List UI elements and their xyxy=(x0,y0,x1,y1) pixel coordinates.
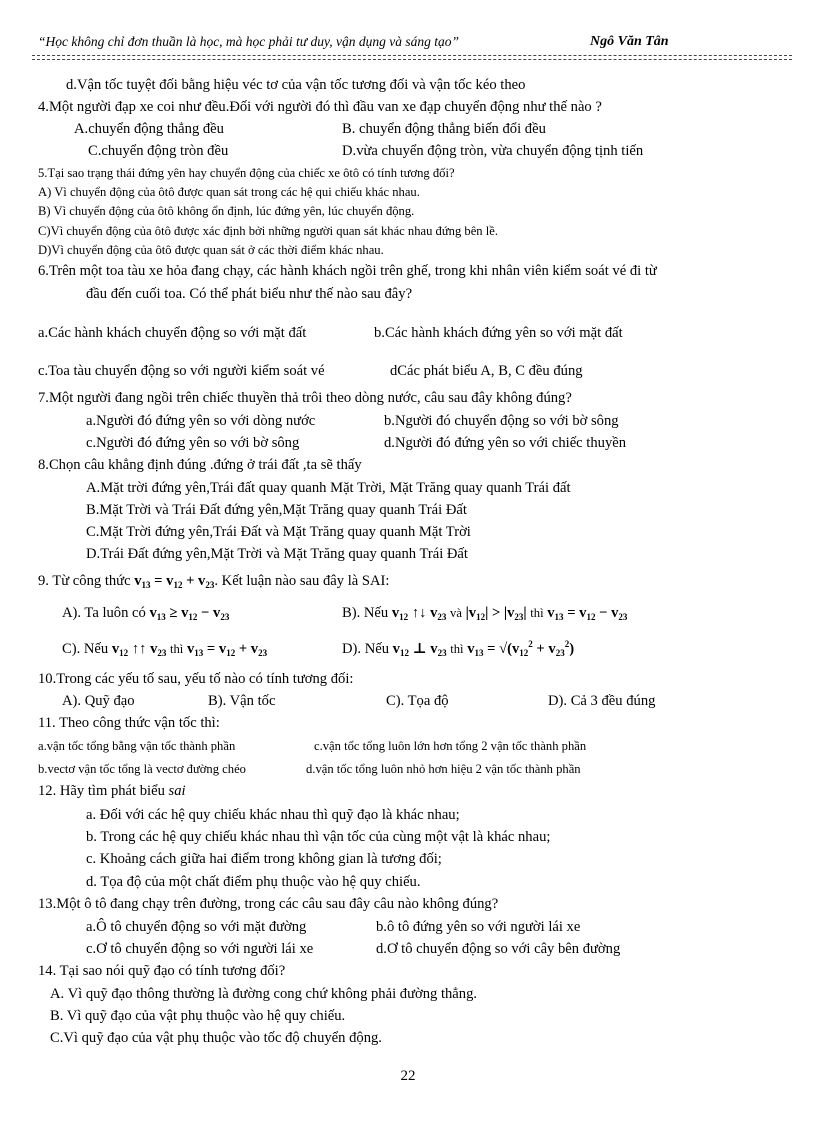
q9-stem-suffix: . Kết luận nào sau đây là SAI: xyxy=(214,573,390,589)
q6-stem-cont: đầu đến cuối toa. Có thể phát biểu như thế nào sau đây? xyxy=(86,286,413,302)
q13-option-d: d.Ơ tô chuyển động so với cây bên đường xyxy=(376,941,621,957)
q5-option-b: B) Vì chuyển động của ôtô không ổn định, lúc đứng yên, lúc chuyển động. xyxy=(38,204,415,218)
q12-option-a: a. Đối với các hệ quy chiếu khác nhau thì quỹ đạo là khác nhau; xyxy=(86,807,460,823)
q6-option-c: c.Toa tàu chuyển động so với người kiểm soát vé xyxy=(38,363,325,379)
q5-option-c: C)Vì chuyển động của ôtô được xác định bởi những người quan sát khác nhau đứng bên lề. xyxy=(38,224,498,238)
q7-option-d: d.Người đó đứng yên so với chiếc thuyền xyxy=(384,435,627,451)
q12-stem-emphasis: sai xyxy=(168,783,186,799)
q13-option-b: b.ô tô đứng yên so với người lái xe xyxy=(376,919,581,935)
q9-b-magnitude: $|v_{12}| > |v_{23}|$ xyxy=(465,605,527,622)
q5-option-d: D)Vì chuyển động của ôtô được quan sát ở các thời điểm khác nhau. xyxy=(38,243,384,257)
q9-option-d: D). Nếu $v_{12}$ ⊥ $v_{23}$ thì $v_{13} = √(v_{12}^2 + v_{23}^2)$ xyxy=(342,639,575,658)
q9-option-c: C). Nếu $v_{12}$ ↑↑ $v_{23}$ thì $v_{13} = v_{12} + v_{23}$ xyxy=(62,641,268,658)
q4-stem: 4.Một người đạp xe coi như đều.Đối với người đó thì đầu van xe đạp chuyển động như thế nào ? xyxy=(38,99,602,115)
q11-stem: 11. Theo công thức vận tốc thì: xyxy=(38,715,220,731)
q9-option-a: A). Ta luôn có $v_{13} \ge v_{12} - v_{23}$ xyxy=(62,605,230,622)
q14-option-c: C.Vì quỹ đạo của vật phụ thuộc vào tốc độ chuyển động. xyxy=(50,1030,382,1046)
q4-option-a: A.chuyển động thẳng đều xyxy=(74,121,224,137)
q12-option-c: c. Khoảng cách giữa hai điểm trong không gian là tương đối; xyxy=(86,851,442,867)
header-quote: “Học không chỉ đơn thuần là học, mà học phải tư duy, vận dụng và sáng tạo” xyxy=(38,34,460,49)
q12-stem: 12. Hãy tìm phát biểu sai xyxy=(38,783,186,799)
q11-option-a: a.vận tốc tổng bằng vận tốc thành phần xyxy=(38,739,236,753)
q9-stem-prefix: 9. Từ công thức xyxy=(38,573,131,589)
q9-b-condition: $v_{12}$ ↑↓ $v_{23}$ xyxy=(391,605,447,622)
q8-option-b: B.Mặt Trời và Trái Đất đứng yên,Mặt Trăng quay quanh Trái Đất xyxy=(86,502,467,518)
q9-d-formula: $v_{13} = √(v_{12}^2 + v_{23}^2)$ xyxy=(467,639,575,658)
q8-option-c: C.Mặt Trời đứng yên,Trái Đất và Mặt Trăng quay quanh Mặt Trời xyxy=(86,524,471,540)
q10-option-d: D). Cả 3 đều đúng xyxy=(548,693,656,709)
q7-option-a: a.Người đó đứng yên so với dòng nước xyxy=(86,413,316,429)
q9-stem xyxy=(38,572,389,591)
q7-stem: 7.Một người đang ngồi trên chiếc thuyền thả trôi theo dòng nước, câu sau đây không đúng? xyxy=(38,390,572,406)
q5-option-a: A) Vì chuyển động của ôtô được quan sát trong các hệ qui chiếu khác nhau. xyxy=(38,185,420,199)
q13-option-a: a.Ô tô chuyển động so với mặt đường xyxy=(86,919,307,935)
q6-option-d: dCác phát biểu A, B, C đều đúng xyxy=(390,363,583,379)
q12-option-d: d. Tọa độ của một chất điểm phụ thuộc vào hệ quy chiếu. xyxy=(86,874,421,890)
q14-option-b: B. Vì quỹ đạo của vật phụ thuộc vào hệ quy chiếu. xyxy=(50,1008,346,1024)
header-divider xyxy=(32,59,792,60)
q9-a-formula: $v_{13} \ge v_{12} - v_{23}$ xyxy=(149,605,230,622)
q11-option-d: d.vận tốc tổng luôn nhỏ hơn hiệu 2 vận tốc thành phần xyxy=(306,762,581,776)
q7-option-c: c.Người đó đứng yên so với bờ sông xyxy=(86,435,300,451)
page-number: 22 xyxy=(400,1068,416,1084)
q10-option-b: B). Vận tốc xyxy=(208,693,276,709)
header-author: Ngô Văn Tân xyxy=(590,34,669,49)
q10-option-a: A). Quỹ đạo xyxy=(62,693,135,709)
q4-option-d: D.vừa chuyển động tròn, vừa chuyển động tịnh tiến xyxy=(342,143,644,159)
q5-stem: 5.Tại sao trạng thái đứng yên hay chuyển động của chiếc xe ôtô có tính tương đối? xyxy=(38,166,455,180)
q9-c-condition: $v_{12}$ ↑↑ $v_{23}$ xyxy=(111,641,167,658)
q9-formula: $v_{13} = v_{12} + v_{23}$ xyxy=(134,573,215,590)
q8-stem: 8.Chọn câu khẳng định đúng .đứng ở trái đất ,ta sẽ thấy xyxy=(38,457,362,473)
q9-c-formula: $v_{13} = v_{12} + v_{23}$ xyxy=(186,641,268,658)
q3-option-d: d.Vận tốc tuyệt đối bằng hiệu véc tơ của vận tốc tương đối và vận tốc kéo theo xyxy=(66,77,526,93)
q12-option-b: b. Trong các hệ quy chiếu khác nhau thì vận tốc của cùng một vật là khác nhau; xyxy=(86,829,551,845)
q10-option-c: C). Tọa độ xyxy=(386,693,449,709)
q11-option-c: c.vận tốc tổng luôn lớn hơn tổng 2 vận tốc thành phần xyxy=(314,739,587,753)
q6-option-a: a.Các hành khách chuyển động so với mặt đất xyxy=(38,325,307,341)
q10-stem: 10.Trong các yếu tố sau, yếu tố nào có tính tương đối: xyxy=(38,671,354,687)
q6-stem: 6.Trên một toa tàu xe hỏa đang chạy, các hành khách ngồi trên ghế, trong khi nhân viên kiểm soát vé đi từ xyxy=(38,263,657,279)
q8-option-d: D.Trái Đất đứng yên,Mặt Trời và Mặt Trăng quay quanh Trái Đất xyxy=(86,546,468,562)
q14-stem: 14. Tại sao nói quỹ đạo có tính tương đối? xyxy=(38,963,286,979)
q9-option-b: B). Nếu $v_{12}$ ↑↓ $v_{23}$ và $|v_{12}| > |v_{23}|$ thì $v_{13} = v_{12} - v_{23}$ xyxy=(342,605,628,622)
q7-option-b: b.Người đó chuyển động so với bờ sông xyxy=(384,413,619,429)
q13-option-c: c.Ơ tô chuyển động so với người lái xe xyxy=(86,941,314,957)
q9-b-formula: $v_{13} = v_{12} - v_{23}$ xyxy=(547,605,628,622)
q9-d-condition: $v_{12}$ ⊥ $v_{23}$ xyxy=(392,641,447,658)
q4-option-c: C.chuyển động tròn đều xyxy=(88,143,229,159)
q4-option-b: B. chuyển động thẳng biến đổi đều xyxy=(342,121,546,137)
q13-stem: 13.Một ô tô đang chạy trên đường, trong các câu sau đây câu nào không đúng? xyxy=(38,896,499,912)
q11-option-b: b.vectơ vận tốc tổng là vectơ đường chéo xyxy=(38,762,246,776)
header-divider xyxy=(32,55,792,56)
q6-option-b: b.Các hành khách đứng yên so với mặt đất xyxy=(374,325,623,341)
q8-option-a: A.Mặt trời đứng yên,Trái đất quay quanh Mặt Trời, Mặt Trăng quay quanh Trái đất xyxy=(86,480,571,496)
q14-option-a: A. Vì quỹ đạo thông thường là đường cong chứ không phải đường thẳng. xyxy=(50,986,478,1002)
